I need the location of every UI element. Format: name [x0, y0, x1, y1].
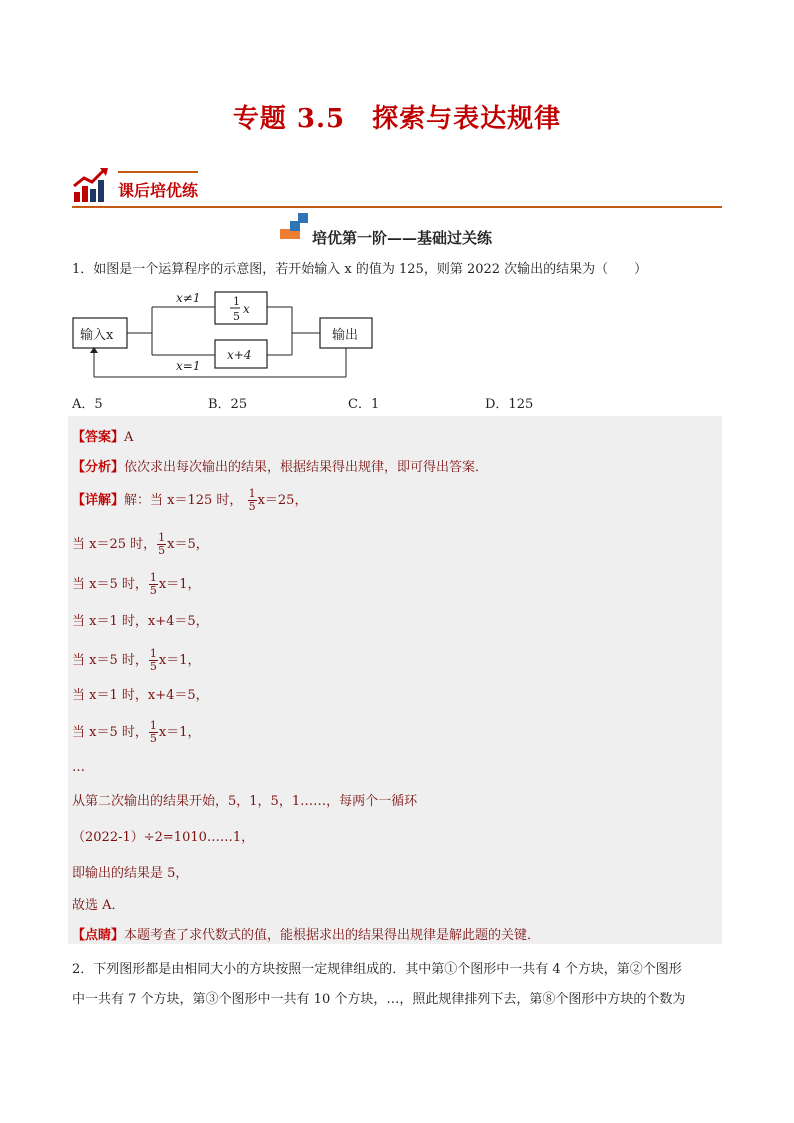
page-title: 专题 3.5 探索与表达规律 [232, 104, 562, 134]
stairs-icon [278, 213, 310, 241]
flow-frac-var: x [243, 302, 250, 316]
question-2-line-2: 中一共有 7 个方块，第③个图形中一共有 10 个方块，…，照此规律排列下去，第⑧个图形中方块的个数为 [72, 992, 686, 1007]
fraction: $\frac{1}{5}$ [158, 531, 166, 557]
fraction: $\frac{1}{5}$ [149, 647, 157, 673]
section-title: 课后培优练 [118, 181, 199, 200]
detail-step-6: 当 x＝5 时， $\frac{1}{5}$ x＝1， [72, 719, 201, 745]
choose-line: 故选 A． [72, 898, 125, 913]
fraction: $\frac{1}{5}$ [149, 719, 157, 745]
flow-input-label: 输入x [80, 328, 114, 343]
option-a: A．5 [72, 397, 103, 412]
option-d: D．125 [485, 397, 534, 412]
fraction: $\frac{1}{5}$ [149, 571, 157, 597]
question-1-text: 1．如图是一个运算程序的示意图，若开始输入 x 的值为 125，则第 2022 次输出的结果为（ ） [72, 262, 648, 277]
detail-step-3: 当 x＝1 时，x+4＝5， [72, 614, 209, 629]
answer-value: A [124, 430, 134, 445]
comment-tag: 【点睛】 [72, 928, 125, 943]
analysis-line [72, 456, 488, 475]
chart-growth-icon [72, 166, 110, 204]
answer-tag: 【答案】 [72, 430, 125, 445]
flow-output-label: 输出 [332, 328, 359, 343]
detail-step-1: 当 x＝25 时， $\frac{1}{5}$ x＝5， [72, 531, 209, 557]
flow-frac-den: 5 [233, 310, 240, 323]
analysis-tag: 【分析】 [72, 460, 125, 475]
subsection-title: 培优第一阶——基础过关练 [312, 229, 493, 247]
detail-step-5: 当 x＝1 时，x+4＝5， [72, 688, 209, 703]
section-divider [72, 206, 722, 208]
option-b: B．25 [208, 397, 248, 412]
result-line: 即输出的结果是 5， [72, 866, 189, 881]
flow-op-bottom: x+4 [227, 348, 252, 362]
flow-cond-top: x≠1 [176, 291, 201, 305]
analysis-text: 依次求出每次输出的结果，根据结果得出规律，即可得出答案． [124, 460, 489, 475]
detail-step-4: 当 x＝5 时， $\frac{1}{5}$ x＝1， [72, 647, 201, 673]
option-c: C．1 [348, 397, 380, 412]
calc-line: （2022-1）÷2=1010……1， [72, 830, 255, 845]
detail-tag: 【详解】 [72, 493, 125, 508]
comment-line [72, 924, 540, 943]
flow-op-top-box [215, 292, 267, 324]
section-top-rule [118, 171, 198, 173]
ellipsis-line: … [72, 760, 85, 775]
flow-frac-num: 1 [233, 295, 240, 308]
detail-line [72, 488, 307, 513]
flow-cond-bottom: x=1 [176, 359, 201, 373]
question-2-line-1: 2．下列图形都是由相同大小的方块按照一定规律组成的．其中第①个图形中一共有 4 个方块，第②个图形 [72, 962, 682, 977]
detail-start: 解：当 x＝125 时， [124, 493, 243, 508]
flowchart-diagram [72, 285, 382, 385]
detail-step-2: 当 x＝5 时， $\frac{1}{5}$ x＝1， [72, 571, 201, 597]
answer-line [72, 426, 133, 445]
comment-text: 本题考查了求代数式的值，能根据求出的结果得出规律是解此题的关键． [124, 928, 541, 943]
cycle-line: 从第二次输出的结果开始，5，1，5，1……，每两个一循环 [72, 794, 418, 809]
fraction: $\frac{1}{5}$ [248, 487, 256, 513]
detail-result: x＝25， [257, 493, 308, 508]
